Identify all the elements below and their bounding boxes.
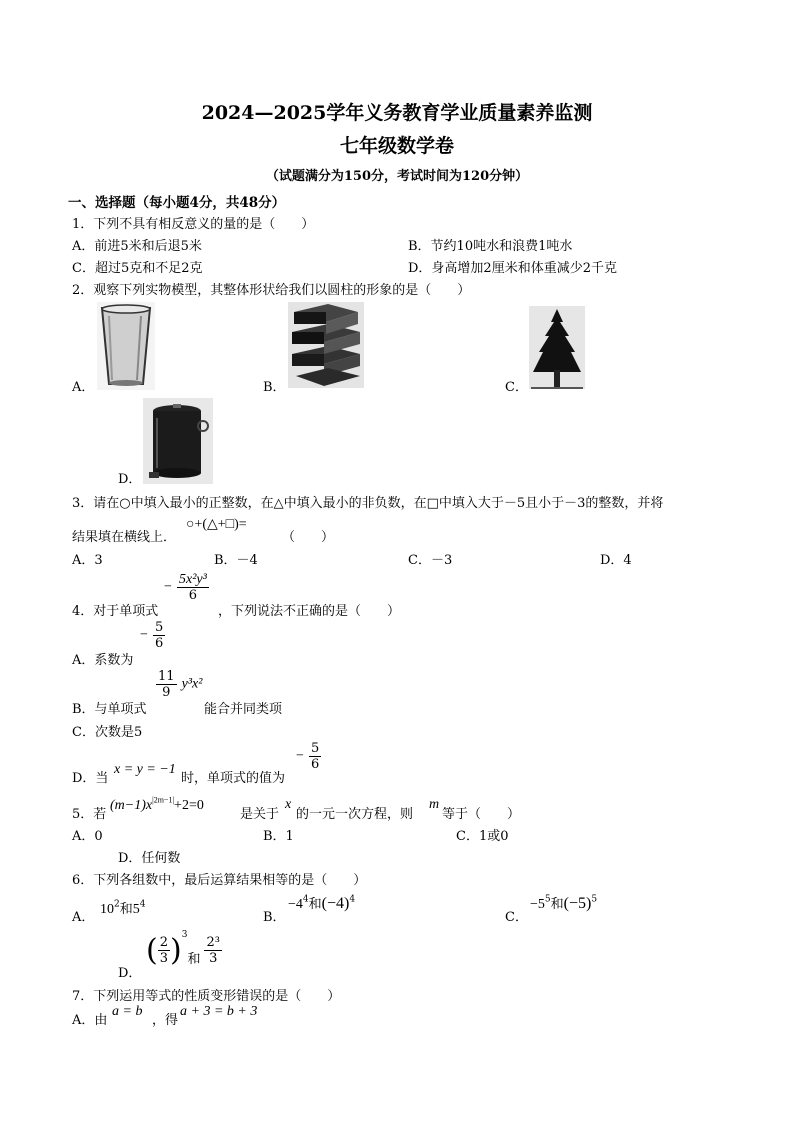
- q7-option-a-pre: A．由: [72, 1013, 108, 1028]
- q4-option-d-pre: D．当: [72, 771, 109, 786]
- q6-d2-numerator: 2³: [206, 935, 220, 950]
- q4-monomial-denominator: 6: [188, 588, 198, 603]
- q5-pre: 5．若: [72, 807, 107, 822]
- q6-option-d-expr: ( $\frac{2}{3}$ )$^3_和$ $\frac{\text{2³}}{3}$: [146, 930, 220, 968]
- q5-equation: [110, 794, 204, 814]
- q4-option-d-mid: 时，单项式的值为: [181, 771, 286, 786]
- q4-d-numerator: 5: [311, 741, 320, 756]
- q6-a-exp2: 4: [139, 899, 146, 910]
- q4-stem-post: ，下列说法不正确的是（ ）: [218, 604, 401, 619]
- q4-monomial: [164, 572, 209, 603]
- stack-of-books-image: [288, 302, 364, 388]
- q4-a-minus: −: [140, 627, 148, 643]
- q2-stem: 2．观察下列实物模型，其整体形状给我们以圆柱的形象的是（ ）: [72, 283, 471, 298]
- q6-option-b-label: B．: [263, 910, 286, 925]
- q4-stem-pre: 4．对于单项式: [72, 604, 159, 619]
- q3-blank: （ ）: [282, 530, 335, 545]
- q4-a-numerator: 5: [155, 620, 164, 635]
- q6-b-exp1: 4: [302, 894, 309, 905]
- q2-option-c: C．: [505, 380, 528, 395]
- q4-d-minus: −: [296, 748, 304, 764]
- q6-option-d-label: D．: [118, 966, 142, 981]
- q7-a-result: a + 3 = b + 3: [180, 1004, 258, 1019]
- q4-monomial-numerator: 5x²y³: [179, 572, 207, 587]
- q4-b-variables: y³x²: [181, 676, 203, 692]
- q5-option-a: A．0: [72, 829, 103, 844]
- q6-a-base1: 10: [100, 902, 114, 917]
- q6-c-and: 和: [550, 897, 564, 912]
- q2-option-a: A．: [72, 380, 95, 395]
- q6-d-denominator: 3: [159, 951, 168, 966]
- q3-option-a: A．3: [72, 553, 103, 568]
- q6-d-numerator: 2: [159, 935, 168, 950]
- q6-b-exp2: 4: [349, 894, 356, 905]
- q6-b-and: 和: [308, 897, 322, 912]
- q3-option-b: B．－4: [214, 553, 258, 568]
- q6-option-c-label: C．: [505, 910, 528, 925]
- q7-a-condition: a = b: [112, 1004, 143, 1019]
- q5-expr2: +2=0: [174, 798, 204, 813]
- q6-option-a-expr: [100, 898, 145, 918]
- q6-c-exp2: 5: [591, 894, 598, 905]
- q4-option-b-pre: B．与单项式: [72, 702, 147, 717]
- glass-cup-image: [97, 302, 155, 390]
- q4-b-denominator: 9: [162, 685, 171, 700]
- q7-stem: 7．下列运用等式的性质变形错误的是（ ）: [72, 989, 341, 1004]
- q4-d-condition: x = y = −1: [114, 762, 176, 777]
- trash-can-image: [143, 398, 213, 484]
- q4-d-denominator: 6: [311, 757, 320, 772]
- q6-a-exp1: 2: [114, 899, 120, 910]
- q3-option-d: D．4: [600, 553, 632, 568]
- q5-m: m: [429, 797, 440, 812]
- q5-mid: 是关于: [240, 807, 280, 822]
- q6-option-a-label: A．: [72, 910, 95, 925]
- q4-option-d-value: [296, 741, 321, 772]
- pine-tree-image: [529, 306, 585, 389]
- q6-a-and: 和: [119, 902, 133, 917]
- q5-post: 等于（ ）: [442, 807, 521, 822]
- q6-c-base2: (−5): [563, 895, 592, 912]
- q7-option-a-mid: ，得: [152, 1013, 179, 1028]
- q4-option-c: C．次数是5: [72, 725, 143, 740]
- q6-a-base2: 5: [132, 902, 140, 917]
- q2-option-b: B．: [263, 380, 286, 395]
- q4-option-a-coefficient: [140, 620, 165, 651]
- q6-option-b-expr: [288, 893, 355, 913]
- q4-option-b-post: 能合并同类项: [204, 702, 283, 717]
- q4-option-b-monomial: [156, 669, 202, 700]
- q4-option-a: A．系数为: [72, 653, 134, 668]
- exam-note: （试题满分为150分，考试时间为120分钟）: [265, 169, 529, 184]
- q3-expression: ○+(△+□)=: [186, 517, 247, 532]
- q5-option-b: B．1: [263, 829, 294, 844]
- exam-title: 2024—2025学年义务教育学业质量素养监测: [201, 102, 593, 124]
- q1-option-a: A．前进5米和后退5米: [72, 239, 202, 254]
- q1-option-b: B．节约10吨水和浪费1吨水: [408, 239, 573, 254]
- q5-option-d: D．任何数: [118, 851, 181, 866]
- q5-option-c: C．1或0: [456, 829, 509, 844]
- q5-x: x: [285, 797, 292, 812]
- section-heading: 一、选择题（每小题4分，共48分）: [68, 195, 286, 211]
- q6-d2-denominator: 3: [209, 951, 218, 966]
- q1-stem: 1．下列不具有相反意义的量的是（ ）: [72, 217, 315, 232]
- q3-option-c: C．－3: [408, 553, 453, 568]
- exam-subtitle: 七年级数学卷: [339, 135, 454, 157]
- q6-b-base2: (−4): [321, 895, 350, 912]
- q3-stem-2: 结果填在横线上．: [72, 530, 177, 545]
- q1-option-d: D．身高增加2厘米和体重减少2千克: [408, 261, 617, 276]
- q5-mid2: 的一元一次方程，则: [296, 807, 414, 822]
- q1-option-c: C．超过5克和不足2克: [72, 261, 203, 276]
- q6-d-exp: 3: [181, 930, 188, 940]
- q6-d-and: 和: [187, 952, 201, 967]
- q6-c-exp1: 5: [544, 894, 551, 905]
- q6-option-c-expr: [530, 893, 597, 913]
- q5-expr: (m−1)x: [110, 798, 153, 813]
- q4-minus: −: [164, 579, 172, 595]
- q2-option-d: D．: [118, 472, 142, 487]
- q5-exponent: |2m−1|: [152, 795, 175, 805]
- q4-a-denominator: 6: [155, 636, 164, 651]
- q6-stem: 6．下列各组数中，最后运算结果相等的是（ ）: [72, 873, 367, 888]
- q6-c-base1: −5: [530, 897, 545, 912]
- q6-b-base1: −4: [288, 897, 303, 912]
- q4-b-numerator: 11: [158, 669, 175, 684]
- q3-stem: 3．请在○中填入最小的正整数，在△中填入最小的非负数，在□中填入大于－5且小于－3的整数，并将: [72, 496, 664, 511]
